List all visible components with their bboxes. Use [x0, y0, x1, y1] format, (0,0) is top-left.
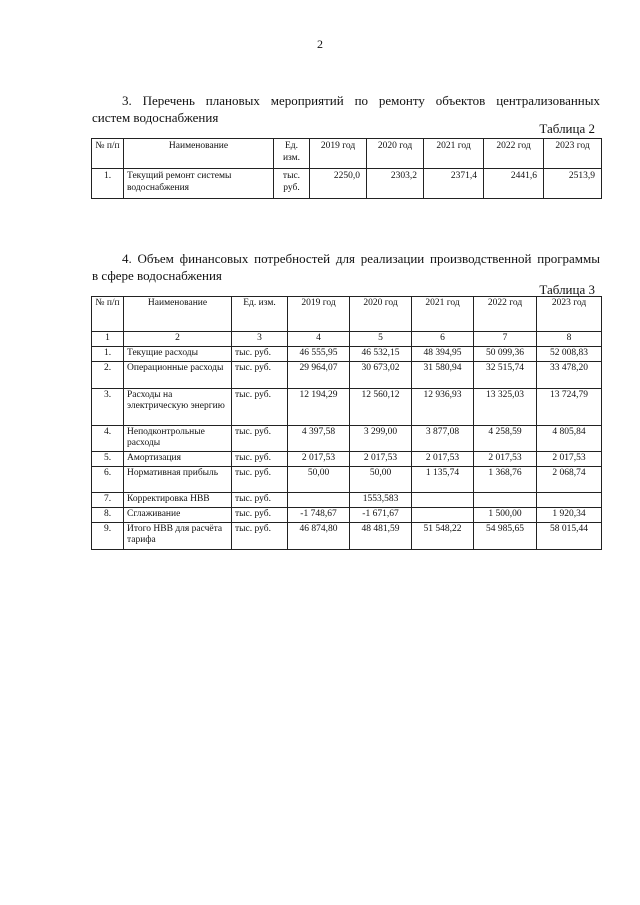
cell-value: 46 532,15	[350, 346, 412, 361]
cell-value: 54 985,65	[474, 522, 537, 549]
table-row	[92, 388, 602, 425]
table-3-header-row	[92, 297, 602, 332]
section-3-heading	[92, 92, 600, 126]
cell-value: 3 877,08	[412, 425, 474, 451]
column-header: 2020 год	[367, 139, 424, 169]
cell-value: 12 194,29	[288, 388, 350, 425]
table-row	[92, 492, 602, 507]
cell-value: 51 548,22	[412, 522, 474, 549]
row-unit: тыс. руб.	[232, 388, 288, 425]
cell-value: 3 299,00	[350, 425, 412, 451]
table-row	[92, 346, 602, 361]
row-number: 1.	[92, 346, 124, 361]
cell-value: 50,00	[350, 466, 412, 492]
cell-value: 2 017,53	[412, 451, 474, 466]
column-header: Наименование	[124, 139, 274, 169]
column-header: № п/п	[92, 297, 124, 332]
table-3-label: Таблица 3	[539, 282, 595, 297]
row-name: Текущие расходы	[124, 346, 232, 361]
cell-value	[537, 492, 602, 507]
column-index-row	[92, 332, 602, 347]
column-index: 7	[474, 332, 537, 347]
column-header: 2022 год	[474, 297, 537, 332]
row-number: 9.	[92, 522, 124, 549]
row-name: Нормативная прибыль	[124, 466, 232, 492]
column-index: 5	[350, 332, 412, 347]
row-unit: тыс. руб.	[232, 507, 288, 522]
column-index: 8	[537, 332, 602, 347]
row-name: Сглаживание	[124, 507, 232, 522]
column-header: 2023 год	[544, 139, 602, 169]
row-number: 3.	[92, 388, 124, 425]
section-4-heading-line-2: в сфере водоснабжения	[92, 268, 222, 283]
row-unit: тыс. руб.	[232, 466, 288, 492]
section-4-heading-line-1: 4. Объем финансовых потребностей для реализации производственной программы	[122, 251, 600, 266]
row-unit: тыс. руб.	[232, 492, 288, 507]
cell-value: 58 015,44	[537, 522, 602, 549]
cell-value: 2 017,53	[288, 451, 350, 466]
cell-value: 4 397,58	[288, 425, 350, 451]
cell-value: 1 368,76	[474, 466, 537, 492]
cell-value: 50,00	[288, 466, 350, 492]
row-unit: тыс. руб.	[232, 346, 288, 361]
cell-value: 4 805,84	[537, 425, 602, 451]
section-4-heading	[92, 250, 600, 284]
cell-value: 2441,6	[484, 169, 544, 199]
cell-value: 4 258,59	[474, 425, 537, 451]
cell-value: 13 325,03	[474, 388, 537, 425]
cell-value	[474, 492, 537, 507]
row-unit: тыс. руб.	[232, 361, 288, 388]
cell-value: 50 099,36	[474, 346, 537, 361]
table-row	[92, 466, 602, 492]
cell-value: 52 008,83	[537, 346, 602, 361]
cell-value: 2513,9	[544, 169, 602, 199]
table-row	[92, 451, 602, 466]
cell-value: 30 673,02	[350, 361, 412, 388]
column-header: 2022 год	[484, 139, 544, 169]
cell-value: 2371,4	[424, 169, 484, 199]
row-unit: тыс. руб.	[232, 425, 288, 451]
cell-value: 31 580,94	[412, 361, 474, 388]
cell-value: 2250,0	[310, 169, 367, 199]
cell-value: 46 555,95	[288, 346, 350, 361]
column-index: 4	[288, 332, 350, 347]
cell-value: -1 748,67	[288, 507, 350, 522]
cell-value: 48 481,59	[350, 522, 412, 549]
table-row	[92, 425, 602, 451]
cell-value: 12 560,12	[350, 388, 412, 425]
cell-value: 2 017,53	[350, 451, 412, 466]
cell-value: 2 017,53	[474, 451, 537, 466]
column-index: 2	[124, 332, 232, 347]
table-row	[92, 507, 602, 522]
column-header: Ед. изм.	[274, 139, 310, 169]
column-index: 6	[412, 332, 474, 347]
cell-value: 1 500,00	[474, 507, 537, 522]
cell-value	[288, 492, 350, 507]
page-number: 2	[317, 37, 323, 51]
row-name: Корректировка НВВ	[124, 492, 232, 507]
cell-value: 2 017,53	[537, 451, 602, 466]
table-row	[92, 522, 602, 549]
row-name: Неподконтрольные расходы	[124, 425, 232, 451]
cell-value: 13 724,79	[537, 388, 602, 425]
column-index: 3	[232, 332, 288, 347]
row-name: Амортизация	[124, 451, 232, 466]
row-number: 5.	[92, 451, 124, 466]
cell-value	[412, 492, 474, 507]
cell-value: 2 068,74	[537, 466, 602, 492]
row-number: 8.	[92, 507, 124, 522]
column-header: 2020 год	[350, 297, 412, 332]
section-3-heading-line-1: 3. Перечень плановых мероприятий по ремонту объектов централизованных	[122, 93, 600, 108]
column-index: 1	[92, 332, 124, 347]
cell-value: -1 671,67	[350, 507, 412, 522]
row-name: Расходы на электрическую энергию	[124, 388, 232, 425]
table-row	[92, 169, 602, 199]
cell-value: 48 394,95	[412, 346, 474, 361]
row-number: 6.	[92, 466, 124, 492]
column-header: 2019 год	[288, 297, 350, 332]
column-header: 2021 год	[412, 297, 474, 332]
cell-value: 29 964,07	[288, 361, 350, 388]
table-3	[91, 296, 602, 550]
row-number: 2.	[92, 361, 124, 388]
row-number: 4.	[92, 425, 124, 451]
cell-value: 33 478,20	[537, 361, 602, 388]
table-2-header-row	[92, 139, 602, 169]
cell-value: 1553,583	[350, 492, 412, 507]
cell-value: 1 135,74	[412, 466, 474, 492]
section-3-heading-line-2: систем водоснабжения	[92, 110, 219, 125]
table-2-label: Таблица 2	[539, 121, 595, 136]
row-number: 1.	[92, 169, 124, 199]
cell-value: 2303,2	[367, 169, 424, 199]
cell-value: 46 874,80	[288, 522, 350, 549]
cell-value: 12 936,93	[412, 388, 474, 425]
row-number: 7.	[92, 492, 124, 507]
cell-value	[412, 507, 474, 522]
table-2	[91, 138, 602, 199]
column-header: 2021 год	[424, 139, 484, 169]
cell-value: 1 920,34	[537, 507, 602, 522]
column-header: № п/п	[92, 139, 124, 169]
row-unit: тыс. руб.	[274, 169, 310, 199]
row-name: Операционные расходы	[124, 361, 232, 388]
row-name: Итого НВВ для расчёта тарифа	[124, 522, 232, 549]
row-unit: тыс. руб.	[232, 522, 288, 549]
column-header: 2023 год	[537, 297, 602, 332]
column-header: 2019 год	[310, 139, 367, 169]
column-header: Ед. изм.	[232, 297, 288, 332]
row-unit: тыс. руб.	[232, 451, 288, 466]
table-row	[92, 361, 602, 388]
row-name: Текущий ремонт системы водоснабжения	[124, 169, 274, 199]
column-header: Наименование	[124, 297, 232, 332]
cell-value: 32 515,74	[474, 361, 537, 388]
